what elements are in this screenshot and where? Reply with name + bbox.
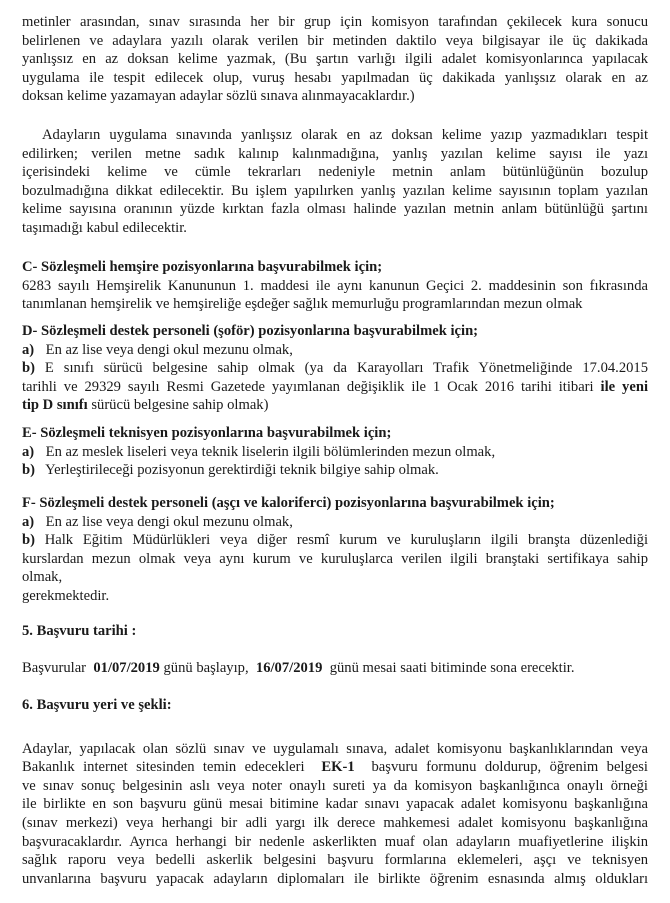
item-label: b) [22, 462, 35, 479]
text-segment: günü başlayıp, [163, 659, 249, 676]
section-heading: E- Sözleşmeli teknisyen pozisyonlarına başvurabilmek için; [22, 425, 392, 441]
text-segment: günü mesai saati bitiminde sona erecektir. [329, 659, 575, 676]
text-segment: tarihli ve 29329 sayılı Resmi Gazetede yayımlanan değişiklik ile 1 Ocak 2016 tarihi itibari [22, 378, 594, 395]
item-label: a) [22, 513, 35, 530]
item-label: b) [22, 532, 35, 549]
text-line: başvuracaklardır. Ayrıca herhangi bir nedenle askerlikten muaf olan adayların muafiyetlerine ilişkin [22, 833, 648, 850]
list-item-a [22, 443, 648, 462]
section-c [22, 258, 648, 314]
section-heading: C- Sözleşmeli hemşire pozisyonlarına başvurabilmek için; [22, 259, 383, 275]
text-line: taşımadığı kabul edilecektir. [22, 219, 187, 236]
text-line: (sınav merkezi) veya herhangi bir adli yargı ilk derece mahkemesi adalet komisyonu başkanlığına [22, 814, 648, 831]
list-item-b [22, 531, 648, 550]
text-line: yanlışsız en az doksan kelime yazmak, (Bu şartın varlığı ilgili adalet komisyonlarınca yapılacak [22, 51, 648, 68]
text-line: sağlık raporu veya bedelli askerlik belgesini başvuru formlarına eklemeleri, aşçı ve teknisyen [22, 852, 648, 869]
list-item-b [22, 461, 648, 480]
text-segment: Bakanlık internet sitesinden temin edecekleri [22, 759, 305, 776]
text-line: içerisindeki kelime ve cümle tekrarları nedeniyle metnin anlam bütünlüğünün bozulup [22, 164, 648, 181]
text-line: edilirken; verilen metne sadık kalınıp kalınmadığına, yanlış yazılan kelime sayısı ile yazı [22, 145, 648, 162]
text-line [22, 378, 648, 397]
list-item-a [22, 513, 648, 532]
text-line [22, 758, 648, 777]
text-line: metinler arasından, sınav sırasında her bir grup için komisyon tarafından çekilecek kura sonucu [22, 14, 648, 30]
text-line: Adaylar, yapılacak olan sözlü sınav ve uygulamalı sınava, adalet komisyonu başkanlıklarından veya [22, 740, 648, 757]
text-line: bozulmadığına dikkat edilecektir. Bu işlem yapılırken yanlış yazılan kelime sayısının toplam yazılan [22, 182, 648, 199]
intro-paragraph [22, 13, 648, 106]
item-label: b) [22, 360, 35, 377]
text-line: Adayların uygulama sınavında yanlışsız olarak en az doksan kelime yazıp yazmadıkları tespit [42, 127, 648, 143]
section-heading: 5. Başvuru tarihi : [22, 623, 137, 639]
text-line: ile birlikte en son başvuru günü mesai bitimine kadar sınavı yapacak adalet komisyonu başkanlığına [22, 796, 648, 813]
start-date: 01/07/2019 [93, 659, 160, 676]
item-text: Halk Eğitim Müdürlükleri veya diğer resmî kurum ve kuruluşların ilgili branşta düzenlediği [44, 532, 648, 549]
text-line: doksan kelime yazamayan adaylar sözlü sınava alınmayacaklardır.) [22, 88, 415, 105]
list-item-a [22, 341, 648, 360]
section-e [22, 424, 648, 480]
item-text: En az meslek liseleri veya teknik liselerin ilgili bölümlerinden mezun olmak, [45, 443, 496, 460]
form-reference: EK-1 [321, 759, 355, 776]
end-date: 16/07/2019 [255, 659, 323, 676]
section-heading: 6. Başvuru yeri ve şekli: [22, 697, 172, 713]
text-segment: Başvurular [22, 659, 87, 676]
text-segment: başvuru formunu doldurup, öğrenim belgesi [371, 759, 648, 776]
section-heading: D- Sözleşmeli destek personeli (şoför) pozisyonlarına başvurabilmek için; [22, 323, 479, 339]
item-label: a) [22, 443, 35, 460]
text-line: ve sınav sonuç belgesinin aslı veya noter onaylı sureti ya da komisyon başkanlığınca onaylı örneği [22, 777, 648, 794]
text-line [22, 396, 648, 415]
list-item-b [22, 359, 648, 378]
item-label: a) [22, 341, 35, 358]
item-text: En az lise veya dengi okul mezunu olmak, [45, 341, 293, 358]
section-heading: F- Sözleşmeli destek personeli (aşçı ve kaloriferci) pozisyonlarına başvurabilmek için; [22, 495, 555, 511]
text-line: olmak, [22, 569, 63, 586]
text-line: kurslardan mezun olmak veya aynı kurum ve kuruluşlarca verilen ilgili branştaki sertifikaya sahip [22, 550, 648, 567]
text-line: uygulama ile tespit edilecek olup, vuruş hesabı yapılmadan üç dakikada yanlışsız olarak en az [22, 69, 648, 86]
text-segment-bold: ile yeni [600, 378, 648, 395]
item-text: Yerleştirileceği pozisyonun gerektirdiği teknik bilgiye sahip olmak. [45, 462, 439, 479]
text-line: gerekmektedir. [22, 587, 110, 604]
section-f [22, 494, 648, 606]
text-line: tanımlanan hemşirelik ve hemşireliğe eşdeğer sağlık memurluğu programlarından mezun olmak [22, 296, 583, 313]
evaluation-paragraph [22, 126, 648, 238]
item-text: E sınıfı sürücü belgesine sahip olmak (ya da Karayolları Trafik Yönetmeliğinde 17.04.2015 [44, 360, 649, 377]
application-dates-line [22, 659, 648, 678]
section-d [22, 322, 648, 415]
section-6 [22, 696, 648, 888]
text-line: unvanlarına başvuru yapacak adayların diplomaları ile birlikte öğrenim esnasında almış oldukları [22, 870, 648, 887]
text-segment: sürücü belgesine sahip olmak) [91, 397, 269, 414]
text-segment-bold: tip D sınıfı [22, 397, 88, 414]
item-text: En az lise veya dengi okul mezunu olmak, [45, 513, 293, 530]
text-line: belirlenen ve adaylara yazılı olarak verilen bir metinden daktilo veya bilgisayar ile üç dakikada [22, 32, 648, 49]
text-line: 6283 sayılı Hemşirelik Kanununun 1. maddesi ile aynı kanunun Geçici 2. maddesinin son fıkrasında [22, 277, 648, 294]
section-5 [22, 622, 648, 677]
text-line: kelime sayısına oranının yüzde kırktan fazla olması halinde yazılan metnin anlam bütünlüğü şartını [22, 201, 648, 218]
